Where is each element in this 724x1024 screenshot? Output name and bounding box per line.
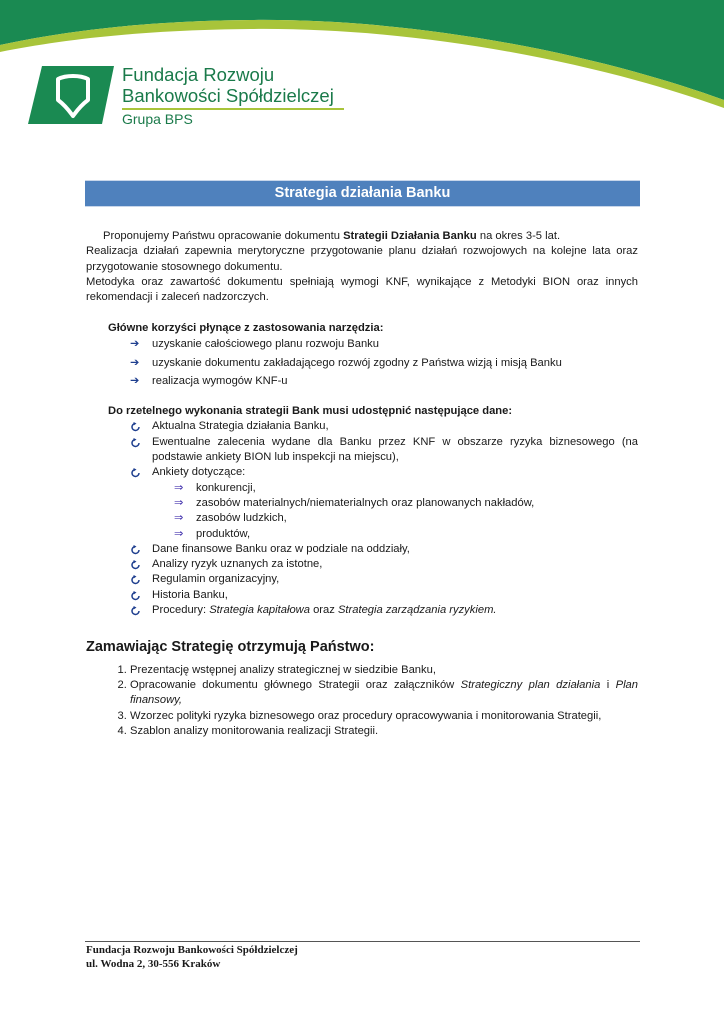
sub-list-item (174, 496, 638, 511)
list-item-text: Procedury: (152, 604, 210, 617)
list-item (130, 542, 638, 557)
loop-arrow-icon (130, 606, 141, 616)
arrow-right-icon: ➔ (130, 375, 140, 388)
sub-list-item-text: zasobów materialnych/niematerialnych oraz planowanych nakładów, (196, 496, 535, 509)
list-item (130, 356, 638, 371)
list-item (130, 557, 638, 572)
list-item-text: realizacja wymogów KNF-u (152, 375, 288, 388)
intro-bold: Strategii Działania Banku (343, 230, 477, 242)
list-item-text: Opracowanie dokumentu głównego Strategii oraz załączników (130, 678, 461, 691)
list-item-text: Ewentualne zalecenia wydane dla Banku przez KNF w obszarze ryzyka biznesowego (na podstawie ankiety BION lub inspekcji na miejscu), (152, 435, 638, 464)
order-list (86, 663, 638, 739)
sub-list-item-text: zasobów ludzkich, (196, 512, 287, 525)
list-item (130, 663, 638, 678)
list-item (130, 572, 638, 587)
org-name-line2: Bankowości Spółdzielczej (122, 85, 334, 106)
footer-divider (85, 941, 640, 942)
survey-sublist (152, 481, 638, 542)
loop-arrow-icon (130, 438, 141, 448)
intro-text: Proponujemy Państwu opracowanie dokumentu (103, 230, 344, 242)
list-item-text: oraz (309, 604, 338, 617)
list-item-italic: Strategia zarządzania ryzykiem. (337, 604, 497, 617)
list-item-text: Dane finansowe Banku oraz w podziale na oddziały, (152, 542, 410, 555)
list-item-text: Aktualna Strategia działania Banku, (152, 420, 329, 433)
list-item-text: Regulamin organizacyjny, (152, 573, 280, 586)
double-arrow-icon: ⇒ (174, 512, 184, 525)
list-item-text: Szablon analizy monitorowania realizacji Strategii. (130, 724, 379, 737)
requirements-heading: Do rzetelnego wykonania strategii Bank musi udostępnić następujące dane: (108, 405, 513, 418)
sub-list-item (174, 481, 638, 496)
benefits-list (86, 337, 638, 390)
list-item (130, 465, 638, 541)
list-item (130, 374, 638, 389)
list-item (130, 337, 638, 352)
intro-paragraph-3: Metodyka oraz zawartość dokumentu spełniają wymogi KNF, wynikające z Metodyki BION oraz innych rekomendacji i zaleceń nadzorczych. (86, 275, 638, 304)
footer (86, 943, 298, 971)
list-item (130, 435, 638, 466)
requirements-list (86, 419, 638, 618)
list-item-text: uzyskanie całościowego planu rozwoju Banku (152, 337, 379, 350)
list-item (130, 603, 638, 618)
loop-arrow-icon (130, 575, 141, 585)
page-title: Strategia działania Banku (85, 180, 640, 207)
intro-paragraph (86, 229, 638, 244)
sub-list-item-text: produktów, (196, 527, 251, 540)
list-item-text: Ankiety dotyczące: (152, 466, 246, 479)
double-arrow-icon: ⇒ (174, 496, 184, 509)
list-item-text: i (600, 678, 616, 691)
list-item-italic: Strategiczny plan działania (460, 678, 601, 691)
logo-icon (28, 66, 116, 124)
list-item (130, 678, 638, 709)
footer-org: Fundacja Rozwoju Bankowości Spółdzielczej (86, 944, 298, 956)
footer-address: ul. Wodna 2, 30-556 Kraków (86, 958, 221, 970)
list-item-text: Historia Banku, (152, 588, 228, 601)
list-item (130, 419, 638, 434)
intro-text-end: na okres 3-5 lat. (476, 230, 561, 242)
sub-list-item (174, 511, 638, 526)
double-arrow-icon: ⇒ (174, 527, 184, 540)
org-name (122, 64, 334, 106)
intro-paragraph-2: Realizacja działań zapewnia merytoryczne przygotowanie planu działań rozwojowych na kolejne lata oraz przygotowanie stosownego dokumentu. (86, 245, 638, 273)
arrow-right-icon: ➔ (130, 337, 140, 350)
list-item-text: Analizy ryzyk uznanych za istotne, (152, 558, 323, 571)
list-item-text: Wzorzec polityki ryzyka biznesowego oraz procedury opracowywania i monitorowania Strategii, (130, 709, 602, 722)
org-group: Grupa BPS (122, 111, 193, 127)
sub-list-item-text: konkurencji, (196, 481, 256, 494)
list-item (130, 709, 638, 724)
arrow-right-icon: ➔ (130, 356, 140, 369)
loop-arrow-icon (130, 545, 141, 555)
list-item (130, 588, 638, 603)
list-item-text: Prezentację wstępnej analizy strategicznej w siedzibie Banku, (130, 663, 436, 676)
loop-arrow-icon (130, 468, 141, 478)
sub-list-item (174, 527, 638, 542)
loop-arrow-icon (130, 560, 141, 570)
list-item-italic: Plan finansowy, (130, 678, 639, 707)
order-heading: Zamawiając Strategię otrzymują Państwo: (86, 639, 375, 656)
benefits-heading: Główne korzyści płynące z zastosowania narzędzia: (108, 322, 384, 335)
org-divider (122, 108, 344, 110)
loop-arrow-icon (130, 422, 141, 432)
loop-arrow-icon (130, 591, 141, 601)
list-item-text: uzyskanie dokumentu zakładającego rozwój zgodny z Państwa wizją i misją Banku (152, 356, 562, 369)
org-name-line1: Fundacja Rozwoju (122, 64, 275, 85)
double-arrow-icon: ⇒ (174, 481, 184, 494)
document-body (86, 229, 638, 739)
list-item-italic: Strategia kapitałowa (209, 604, 310, 617)
list-item (130, 724, 638, 739)
